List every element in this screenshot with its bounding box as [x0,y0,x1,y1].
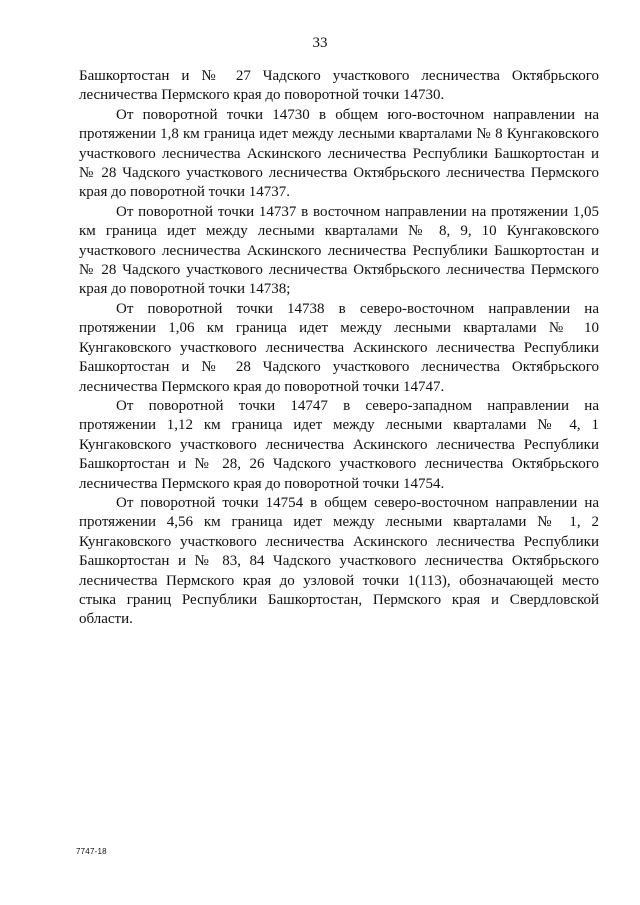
document-body [79,67,599,630]
document-code: 7747-18 [76,847,107,856]
paragraph-point-14747: От поворотной точки 14747 в северо-западном направлении на протяжении 1,12 км граница идет между лесными кварталами № 4, 1 Кунгаковского участкового лесничества Аскинского лесничества Республики Башкортостан и № 28, 26 Чадского участкового лесничества Октябрьского лесничества Пермского края до поворотной точки 14754. [79,397,599,492]
paragraph-point-14738: От поворотной точки 14738 в северо-восточном направлении на протяжении 1,06 км граница идет между лесными кварталами № 10 Кунгаковского участкового лесничества Аскинского лесничества Республики Башкортостан и № 28 Чадского участкового лесничества Октябрьского лесничества Пермского края до поворотной точки 14747. [79,300,599,395]
paragraph-point-14737: От поворотной точки 14737 в восточном направлении на протяжении 1,05 км граница идет между лесными кварталами № 8, 9, 10 Кунгаковского участкового лесничества Аскинского лесничества Республики Башкортостан и № 28 Чадского участкового лесничества Октябрьского лесничества Пермского края до поворотной точки 14738; [79,203,599,298]
page-number: 33 [312,35,328,51]
paragraph-point-14754: От поворотной точки 14754 в общем северо-восточном направлении на протяжении 4,56 км граница идет между лесными кварталами № 1, 2 Кунгаковского участкового лесничества Аскинского лесничества Республики Башкортостан и № 83, 84 Чадского участкового лесничества Октябрьского лесничества Пермского края до узловой точки 1(113), обозначающей место стыка границ Республики Башкортостан, Пермского края и Свердловской области. [79,494,599,628]
paragraph-continuation: Башкортостан и № 27 Чадского участкового лесничества Октябрьского лесничества Пермского края до поворотной точки 14730. [79,68,599,104]
paragraph-point-14730: От поворотной точки 14730 в общем юго-восточном направлении на протяжении 1,8 км граница идет между лесными кварталами № 8 Кунгаковского участкового лесничества Аскинского лесничества Республики Башкортостан и № 28 Чадского участкового лесничества Октябрьского лесничества Пермского края до поворотной точки 14737. [79,106,599,201]
